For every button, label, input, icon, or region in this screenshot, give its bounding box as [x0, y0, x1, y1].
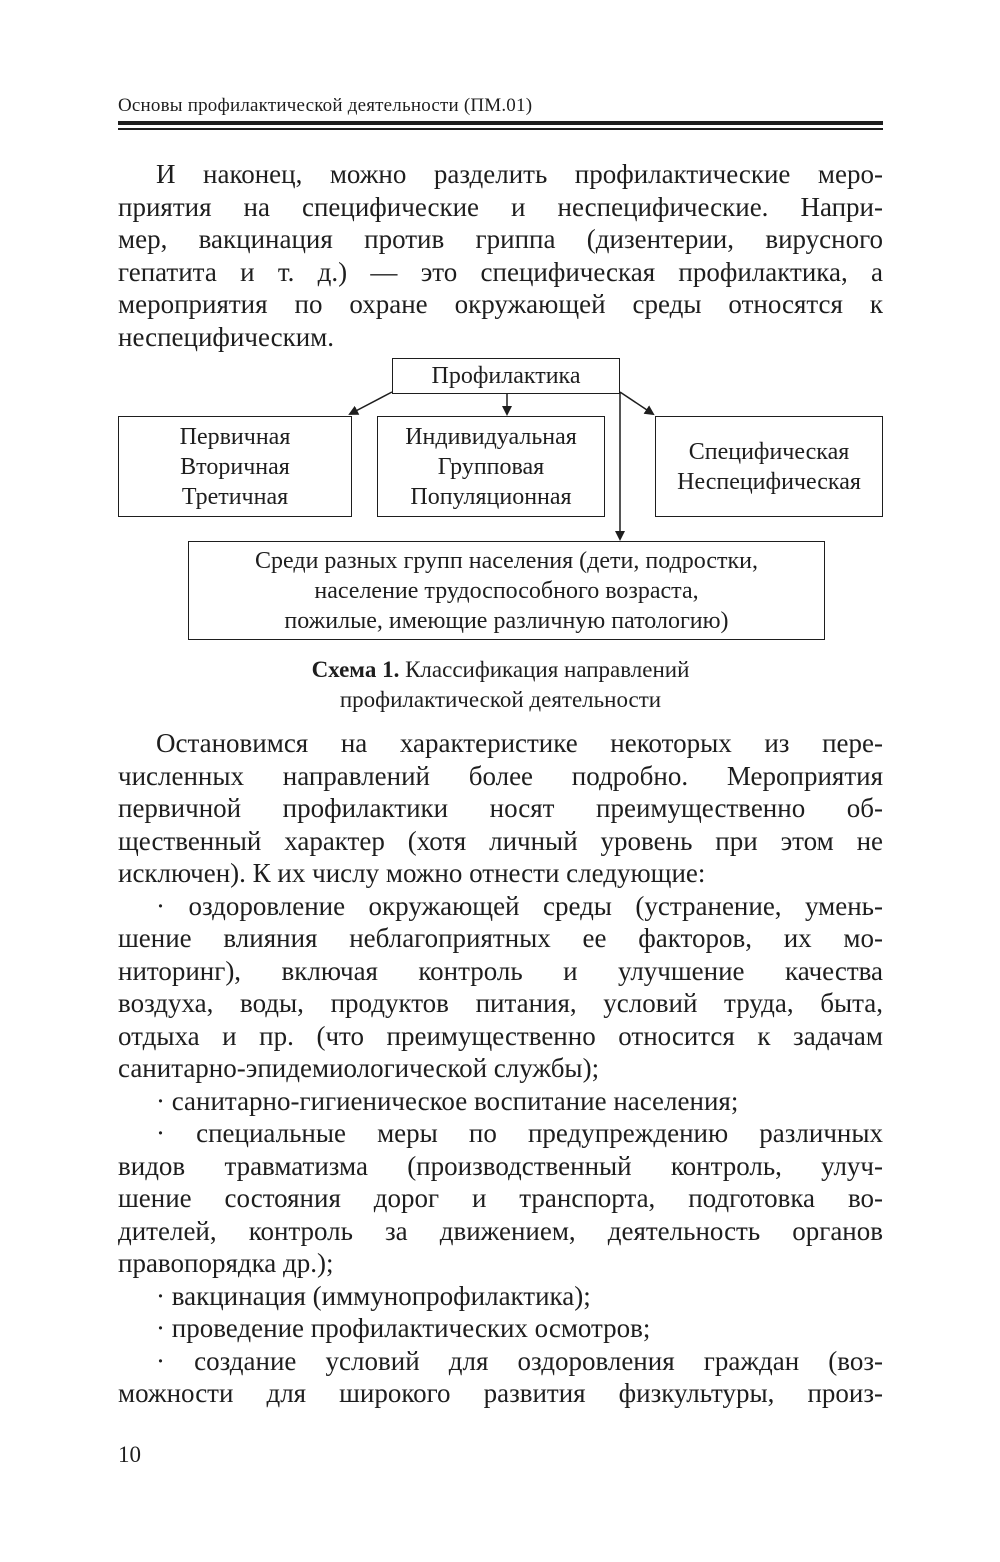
diagram-root-label: Профилактика [431, 363, 581, 389]
text-line: исключен). К их числу можно отнести следующие: [118, 858, 706, 888]
diagram-root-box [392, 358, 620, 394]
diagram-bottom-line: население трудоспособного возраста, [314, 577, 699, 604]
bullet-line: отдыха и пр. (что преимущественно относится к задачам [118, 1020, 883, 1051]
bullet-line: воздуха, воды, продуктов питания, условий труда, быта, [118, 988, 883, 1018]
bullet-line: · оздоровление окружающей среды (устранение, умень- [156, 890, 883, 921]
bullet-line: · санитарно-гигиеническое воспитание населения; [156, 1085, 739, 1116]
bullet-line: ниторинг), включая контроль и улучшение качества [118, 955, 883, 986]
diagram-bottom-line: пожилые, имеющие различную патологию) [284, 607, 729, 634]
diagram-center-box [377, 416, 605, 517]
bullet-line: можности для широкого развития физкультуры, произ- [118, 1378, 883, 1408]
diagram-left-item: Первичная [179, 423, 291, 450]
text-line: неспецифическим. [118, 321, 334, 352]
page-number: 10 [118, 1442, 141, 1467]
diagram-right-item: Неспецифическая [677, 468, 861, 495]
diagram-bottom-box [188, 541, 825, 640]
body-text [118, 727, 883, 1410]
text-line: гепатита и т. д.) — это специфическая профилактика, а [118, 256, 883, 287]
text-line: мер, вакцинация против гриппа (дизентерии, вирусного [118, 224, 883, 254]
arrow-to-left-box [350, 392, 392, 414]
arrow-to-right-box [620, 392, 653, 414]
text-line: мероприятия по охране окружающей среды относятся к [118, 289, 883, 319]
caption-title-line1: Классификация направлений [405, 657, 690, 682]
diagram-right-item: Специфическая [688, 438, 850, 465]
bullet-line: правопорядка др.); [118, 1248, 334, 1278]
text-line: щественный характер (хотя личный уровень при этом не [118, 825, 883, 856]
caption-title-line2: профилактической деятельности [339, 687, 662, 712]
text-line: Остановимся на характеристике некоторых из пере- [156, 728, 883, 758]
bullet-line: видов травматизма (производственный контроль, улуч- [118, 1150, 883, 1181]
diagram-caption [118, 655, 883, 715]
bullet-line: шение влияния неблагоприятных ее факторов, их мо- [118, 923, 883, 953]
diagram-center-item: Популяционная [410, 483, 572, 510]
caption-label: Схема 1. [311, 657, 400, 682]
text-line: приятия на специфические и неспецифические. Напри- [118, 191, 883, 222]
bullet-line: · создание условий для оздоровления граждан (воз- [156, 1345, 883, 1376]
diagram-left-item: Третичная [181, 483, 289, 510]
bullet-line: дителей, контроль за движением, деятельность органов [118, 1215, 883, 1246]
running-header-title: Основы профилактической деятельности (ПМ.01) [118, 95, 533, 116]
bullet-line: · проведение профилактических осмотров; [156, 1313, 651, 1343]
diagram-center-item: Групповая [437, 453, 545, 480]
text-line: первичной профилактики носят преимущественно об- [118, 793, 883, 823]
bullet-line: санитарно-эпидемиологической службы); [118, 1053, 600, 1083]
diagram-left-box [118, 416, 352, 517]
diagram-center-item: Индивидуальная [405, 423, 577, 450]
bullet-line: · вакцинация (иммунопрофилактика); [156, 1280, 591, 1311]
bullet-line: · специальные меры по предупреждению различных [156, 1118, 883, 1148]
diagram-bottom-line: Среди разных групп населения (дети, подростки, [255, 547, 758, 574]
bullet-line: шение состояния дорог и транспорта, подготовка во- [118, 1183, 883, 1213]
diagram-right-box [655, 416, 883, 517]
text-line: И наконец, можно разделить профилактические меро- [156, 159, 883, 189]
text-line: численных направлений более подробно. Мероприятия [118, 760, 883, 791]
diagram-left-item: Вторичная [180, 453, 290, 480]
